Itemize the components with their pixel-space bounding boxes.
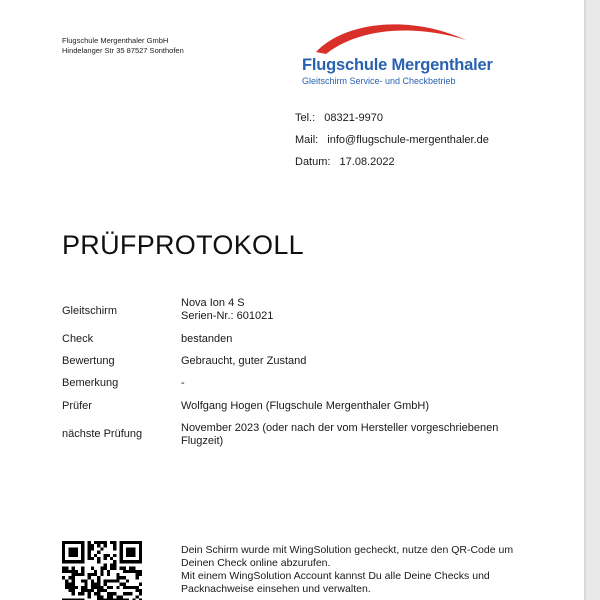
- check-label: Check: [62, 333, 94, 345]
- document-title: PRÜFPROTOKOLL: [62, 230, 304, 260]
- check-value: bestanden: [181, 333, 233, 345]
- mail-label: Mail:: [295, 134, 319, 146]
- detail-row-glider: [62, 296, 532, 328]
- mail-value[interactable]: info@flugschule-mergenthaler.de: [327, 134, 489, 146]
- remark-value: -: [181, 377, 185, 389]
- contact-date-row: [295, 151, 489, 173]
- glider-label: Gleitschirm: [62, 305, 118, 317]
- contact-mail-row: [295, 129, 489, 151]
- next-check-value: November 2023 (oder nach der vom Hersteller vorgeschriebenen Flugzeit): [181, 422, 499, 447]
- footer-line-2: Mit einem WingSolution Account kannst Du alle Deine Checks und Packnachweise einsehen und verwalten.: [181, 570, 490, 595]
- footer-line-1: Dein Schirm wurde mit WingSolution gecheckt, nutze den QR-Code um Deinen Check online abzurufen.: [181, 544, 514, 569]
- remark-label: Bemerkung: [62, 377, 119, 389]
- company-logo: [300, 18, 500, 93]
- tel-label: Tel.:: [295, 112, 316, 124]
- date-label: Datum:: [295, 156, 331, 168]
- logo-swoosh-icon: [314, 18, 474, 58]
- page-edge-shadow: [584, 0, 588, 600]
- next-check-label: nächste Prüfung: [62, 428, 143, 440]
- rating-value: Gebraucht, guter Zustand: [181, 355, 307, 367]
- logo-tagline: Gleitschirm Service- und Checkbetrieb: [302, 76, 456, 86]
- inspector-value: Wolfgang Hogen (Flugschule Mergenthaler GmbH): [181, 400, 430, 412]
- rating-label: Bewertung: [62, 355, 115, 367]
- glider-model: Nova Ion 4 S: [181, 297, 245, 309]
- glider-serial: Serien-Nr.: 601021: [181, 310, 274, 322]
- logo-wordmark: Flugschule Mergenthaler: [302, 56, 493, 74]
- glider-value: [181, 297, 526, 323]
- date-value: 17.08.2022: [339, 156, 395, 168]
- sender-company: Flugschule Mergenthaler GmbH: [62, 36, 169, 45]
- sender-street: Hindelanger Str 35 87527 Sonthofen: [62, 46, 184, 55]
- sender-address-block: [62, 36, 184, 56]
- contact-block: [295, 107, 489, 173]
- qr-code[interactable]: [62, 541, 142, 600]
- footer-note: [181, 544, 541, 596]
- contact-tel-row: [295, 107, 489, 129]
- tel-value: 08321-9970: [324, 112, 383, 124]
- inspector-label: Prüfer: [62, 400, 92, 412]
